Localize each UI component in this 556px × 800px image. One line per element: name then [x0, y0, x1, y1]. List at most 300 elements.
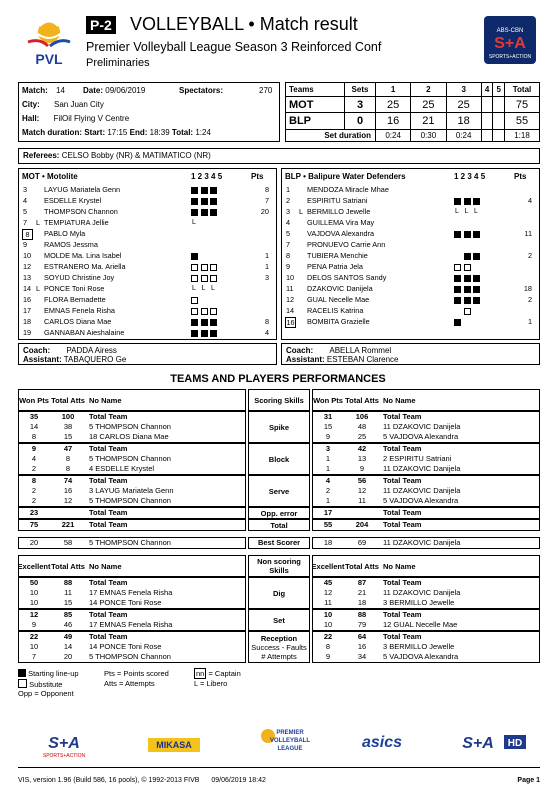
team-a-roster: MOT • Motolite 1 2 3 4 5 Pts 3 LAYUG Mariatela Genn 8 4 ESDELLE Krystel 7 5 THOMPSON Channon 20 7 L TEMPIATURA Jellie L 8 PABLO Myla 9 RAMOS Jessma 10 MOLDE Ma. Lina Isabel 1 12 ESTRANERO Ma. Ariella 1 13 SOYUD Christine Joy 3 14 L PONCE Toni Rose L L L 16 FLORA Bernadette 17 EMNAS Fenela Risha 18 CARLOS Diana Mae 8 19 GANNABAN Aieshalaine 4 [18, 168, 277, 340]
player-row [282, 185, 539, 196]
perf-cell: 42 [357, 444, 367, 453]
perf-cell: 11 [324, 598, 332, 607]
substitute-icon [191, 275, 198, 282]
perf-cell: 15 [63, 598, 73, 607]
perf-cell: 45 [323, 578, 333, 587]
player-row [282, 240, 539, 251]
player-name: RACELIS Katrina [307, 306, 364, 315]
perf-cell: 64 [357, 632, 367, 641]
player-points: 20 [260, 207, 269, 216]
spectators-count: 270 [259, 86, 273, 95]
player-number: 18 [23, 317, 32, 326]
libero-mark: L [299, 207, 304, 216]
perf-cell: 11 DZAKOVIC Danijela [383, 464, 461, 473]
libero-mark: L [36, 284, 41, 293]
starting-lineup-icon [191, 209, 198, 216]
column-header: Total Atts [51, 395, 85, 405]
perf-cell: Total Team [89, 632, 128, 641]
sponsor-sports-action-logo [34, 726, 94, 760]
player-number: 5 [23, 207, 28, 216]
perf-cell: 16 [63, 486, 73, 495]
starting-lineup-icon [210, 319, 217, 326]
perf-cell: 14 PONCE Toni Rose [89, 598, 162, 607]
perf-cell: Total Team [383, 508, 422, 517]
player-name: ESDELLE Krystel [44, 196, 102, 205]
player-number: 5 [286, 229, 291, 238]
player-row [19, 295, 276, 306]
column-header: No Name [89, 395, 122, 405]
skill-label [248, 507, 310, 519]
starting-lineup-icon [473, 286, 480, 293]
player-row [19, 262, 276, 273]
perf-cell: 17 [323, 508, 333, 517]
sponsor-bar [0, 700, 556, 770]
starting-lineup-icon [454, 231, 461, 238]
perf-cell: Total Team [89, 578, 128, 587]
starting-lineup-icon [191, 198, 198, 205]
starting-lineup-icon [201, 330, 208, 337]
player-points: 1 [527, 317, 532, 326]
perf-cell: 9 [325, 652, 331, 661]
player-number: 8 [286, 251, 291, 260]
player-points: 8 [264, 185, 269, 194]
svg-text:PREMIER: PREMIER [276, 730, 304, 736]
perf-cell: 8 [31, 432, 37, 441]
column-header: Excellent [17, 561, 51, 571]
player-name: RAMOS Jessma [44, 240, 98, 249]
player-name: PONCE Toni Rose [44, 284, 105, 293]
performances-section [18, 389, 540, 667]
player-row [19, 306, 276, 317]
pvl-logo-text: PVL [35, 51, 63, 67]
skill-name: Serve [268, 486, 290, 496]
player-row [19, 251, 276, 262]
starting-lineup-icon [210, 330, 217, 337]
substitute-icon [18, 679, 27, 688]
column-header: Total Atts [51, 561, 85, 571]
perf-cell: 1 [325, 454, 331, 463]
starting-lineup-icon [201, 319, 208, 326]
perf-cell: 47 [63, 444, 73, 453]
team-a-assistant: TABAQUERO Ge [63, 355, 127, 364]
perf-cell: 79 [357, 620, 367, 629]
player-number: 14 [286, 306, 295, 315]
perf-cell: 2 [31, 486, 37, 495]
player-points: 8 [264, 317, 269, 326]
player-name: PABLO Myla [44, 229, 86, 238]
perf-cell: 11 [358, 496, 366, 505]
starting-lineup-icon [210, 209, 217, 216]
perf-cell: Total Team [89, 444, 128, 453]
player-row [19, 185, 276, 196]
perf-cell: 13 [357, 454, 367, 463]
player-row [19, 284, 276, 295]
footer-version: VIS, version 1.96 (Build 586, 16 pools), © 1992-2013 FIVB [18, 777, 200, 784]
svg-text:VOLLEYBALL: VOLLEYBALL [270, 738, 310, 744]
player-number: 9 [23, 240, 28, 249]
player-row [19, 273, 276, 284]
player-points: 18 [523, 284, 532, 293]
perf-cell: 8 [65, 464, 71, 473]
perf-cell: 56 [357, 476, 367, 485]
perf-cell: 14 PONCE Toni Rose [89, 642, 162, 651]
perf-cell [50, 508, 86, 518]
svg-text:LEAGUE: LEAGUE [277, 746, 303, 752]
player-name: VAJDOVA Alexandra [307, 229, 375, 238]
player-number: 10 [286, 273, 295, 282]
score-row-mot: MOT 3 25 25 25 75 [286, 97, 540, 113]
player-number: 13 [23, 273, 32, 282]
substitute-icon [201, 308, 208, 315]
match-number: 14 [56, 86, 65, 95]
player-row [19, 218, 276, 229]
perf-cell: 74 [63, 476, 73, 485]
perf-cell: 18 [357, 598, 367, 607]
perf-cell: 2 [31, 496, 37, 505]
perf-cell: 3 [325, 444, 331, 453]
perf-cell: 8 [325, 642, 331, 651]
player-number: 16 [286, 318, 295, 327]
skill-label [248, 519, 310, 531]
skill-subtitle: Success - Faults [251, 642, 307, 652]
performances-title: TEAMS AND PLAYERS PERFORMANCES [170, 373, 386, 385]
perf-cell: 11 DZAKOVIC Danijela [383, 588, 461, 597]
perf-cell: 11 DZAKOVIC Danijela [383, 422, 461, 431]
perf-cell: 5 THOMPSON Channon [89, 538, 171, 547]
perf-cell: 2 [31, 464, 37, 473]
skill-label [248, 475, 310, 507]
perf-cell: 2 [325, 486, 331, 495]
player-row [282, 218, 539, 229]
starting-lineup-icon [454, 319, 461, 326]
perf-cell: Total Team [383, 476, 422, 485]
perf-cell: 8 [31, 476, 37, 485]
footer-page: Page 1 [517, 777, 540, 784]
player-number: 4 [286, 218, 291, 227]
column-header: Non scoring Skills [257, 557, 301, 575]
player-name: MENDOZA Miracle Mhae [307, 185, 389, 194]
svg-text:HD: HD [507, 738, 523, 749]
perf-cell: 10 [29, 642, 39, 651]
column-header: Won Pts [19, 395, 49, 405]
perf-cell: 14 [29, 422, 39, 431]
perf-cell: 9 [31, 620, 37, 629]
player-name: CARLOS Diana Mae [44, 317, 112, 326]
legend: Starting line-up Substitute Opp = Opponent Pts = Points scored Atts = Attempts nn = Captain L = Libero [18, 669, 241, 698]
svg-text:SPORTS+ACTION: SPORTS+ACTION [488, 54, 532, 60]
player-number: 14 [23, 284, 32, 293]
player-name: MOLDE Ma. Lina Isabel [44, 251, 122, 260]
perf-cell: 7 [31, 652, 37, 661]
player-name: THOMPSON Channon [44, 207, 118, 216]
perf-cell: 17 EMNAS Fenela Risha [89, 588, 173, 597]
sponsor-mikasa-logo: MIKASA [148, 738, 200, 752]
libero-set-mark: L [474, 208, 478, 215]
svg-text:S+A: S+A [494, 35, 526, 52]
libero-set-mark: L [192, 285, 196, 292]
player-row [282, 196, 539, 207]
player-number: 7 [286, 240, 291, 249]
starting-lineup-icon [473, 198, 480, 205]
perf-cell: Total Team [383, 578, 422, 587]
skill-label [248, 411, 310, 443]
match-info-panel: Match: 14 Date: 09/06/2019 Spectators: 270 City: San Juan City Hall: FilOil Flying V Centre Match duration: Start: 17:15 End: 18:39 Total: 1:24 [18, 82, 280, 142]
team-a-coaches: Coach: PADDA Airess Assistant: TABAQUERO Ge [18, 343, 277, 365]
perf-cell: 69 [357, 538, 367, 547]
player-points: 7 [264, 196, 269, 205]
starting-lineup-icon [464, 286, 471, 293]
player-number: 19 [23, 328, 32, 337]
svg-text:SPORTS+ACTION: SPORTS+ACTION [42, 753, 86, 759]
player-number: 4 [23, 196, 28, 205]
starting-lineup-icon [473, 231, 480, 238]
starting-lineup-icon [464, 231, 471, 238]
substitute-icon [201, 275, 208, 282]
starting-lineup-icon [473, 297, 480, 304]
player-number: 17 [23, 306, 32, 315]
player-name: LAYUG Mariatela Genn [44, 185, 121, 194]
column-header: Scoring Skills [254, 395, 304, 405]
footer-date: 09/06/2019 18:42 [211, 777, 266, 784]
player-name: EMNAS Fenela Risha [44, 306, 115, 315]
skill-label [248, 609, 310, 631]
player-name: ESTRANERO Ma. Ariella [44, 262, 126, 271]
match-date: 09/06/2019 [105, 86, 146, 95]
player-name: DELOS SANTOS Sandy [307, 273, 387, 282]
divider [18, 767, 540, 768]
perf-cell: 3 BERMILLO Jewelle [383, 598, 455, 607]
starting-lineup-icon [201, 187, 208, 194]
substitute-icon [210, 264, 217, 271]
referees-names: CELSO Bobby (NR) & MATIMATICO (NR) [61, 151, 211, 160]
substitute-icon [464, 264, 471, 271]
best-scorer-label: Best Scorer [257, 538, 301, 547]
starting-lineup-icon [210, 198, 217, 205]
starting-lineup-icon [454, 286, 461, 293]
perf-cell: 4 [325, 476, 331, 485]
perf-cell: Total Team [89, 520, 128, 529]
starting-lineup-icon [473, 253, 480, 260]
perf-cell: Total Team [383, 632, 422, 641]
player-name: PRONUEVO Carrie Ann [307, 240, 386, 249]
player-name: SOYUD Christine Joy [44, 273, 115, 282]
starting-lineup-icon [201, 209, 208, 216]
team-b-title: BLP • Balipure Water Defenders [285, 172, 406, 181]
player-number: 10 [23, 251, 32, 260]
perf-cell: Total Team [89, 610, 128, 619]
player-name: GUILLEMA Vira May [307, 218, 375, 227]
starting-lineup-icon [464, 275, 471, 282]
player-row [282, 295, 539, 306]
substitute-icon [464, 308, 471, 315]
perf-cell: 3 LAYUG Mariatela Genn [89, 486, 174, 495]
player-row [19, 317, 276, 328]
perf-cell: 11 [64, 588, 72, 597]
perf-cell: 9 [359, 464, 365, 473]
referees-row: Referees: CELSO Bobby (NR) & MATIMATICO (NR) [18, 148, 540, 164]
team-a-title: MOT • Motolite [22, 172, 78, 181]
player-number: 12 [286, 295, 295, 304]
perf-cell: 11 DZAKOVIC Danijela [383, 486, 461, 495]
starting-lineup-icon [191, 187, 198, 194]
player-name: DZAKOVIC Danijela [307, 284, 373, 293]
perf-cell: 5 VAJDOVA Alexandra [383, 652, 459, 661]
match-duration: Match duration: Start: 17:15 End: 18:39 Total: 1:24 [22, 128, 211, 137]
skill-subtitle: # Attempts [261, 651, 297, 661]
column-header: Total Atts [345, 395, 379, 405]
column-header: Excellent [311, 561, 345, 571]
perf-cell: 38 [63, 422, 73, 431]
perf-cell: 49 [63, 632, 73, 641]
player-number: 8 [22, 229, 33, 240]
player-points: 2 [527, 251, 532, 260]
player-points: 1 [264, 262, 269, 271]
libero-set-mark: L [455, 208, 459, 215]
libero-set-mark: L [211, 285, 215, 292]
player-number: 7 [23, 218, 28, 227]
perf-cell: 34 [357, 652, 367, 661]
perf-cell: 25 [357, 432, 367, 441]
team-b-roster: BLP • Balipure Water Defenders 1 2 3 4 5 Pts 1 MENDOZA Miracle Mhae 2 ESPIRITU Satriani 4 3 L BERMILLO Jewelle L L L 4 GUILLEMA Vira May 5 VAJDOVA Alexandra 11 7 PRONUEVO Carrie Ann 8 TUBIERA Menchie 2 9 PENA Patria Jela 10 DELOS SANTOS Sandy 11 DZAKOVIC Danijela 18 12 GUAL Necelle Mae 2 14 RACELIS Katrina 16 BOMBITA Grazielle 1 [281, 168, 540, 340]
perf-cell: 88 [63, 578, 73, 587]
libero-mark: L [36, 218, 41, 227]
perf-cell: Total Team [383, 412, 422, 421]
player-points: 11 [524, 229, 532, 238]
starting-lineup-icon [191, 330, 198, 337]
svg-text:S+A: S+A [48, 735, 80, 752]
perf-cell: 22 [29, 632, 39, 641]
player-name: GUAL Necelle Mae [307, 295, 370, 304]
substitute-icon [201, 264, 208, 271]
perf-cell: 14 [63, 642, 73, 651]
perf-cell: 4 ESDELLE Krystel [89, 464, 155, 473]
perf-cell: 23 [29, 508, 39, 517]
perf-cell: 5 VAJDOVA Alexandra [383, 432, 459, 441]
perf-cell: 8 [65, 454, 71, 463]
perf-cell: 5 THOMPSON Channon [89, 496, 171, 505]
perf-cell: 3 BERMILLO Jewelle [383, 642, 455, 651]
player-number: 9 [286, 262, 291, 271]
substitute-icon [210, 275, 217, 282]
column-header: Won Pts [313, 395, 343, 405]
team-a-coach: PADDA Airess [66, 346, 117, 355]
perf-cell: 100 [61, 412, 75, 421]
sponsor-sports-action-hd-logo [450, 726, 530, 760]
substitute-icon [210, 308, 217, 315]
perf-cell: 9 [325, 432, 331, 441]
starting-lineup-icon [464, 198, 471, 205]
perf-cell: 17 EMNAS Fenela Risha [89, 620, 173, 629]
player-name: BOMBITA Grazielle [307, 317, 370, 326]
perf-cell: 48 [357, 422, 367, 431]
footer [18, 777, 540, 784]
perf-cell: 5 THOMPSON Channon [89, 422, 171, 431]
starting-lineup-icon [454, 297, 461, 304]
perf-cell: 31 [323, 412, 333, 421]
starting-lineup-icon [464, 253, 471, 260]
perf-cell: Total Team [383, 520, 422, 529]
substitute-icon [191, 264, 198, 271]
player-row [19, 240, 276, 251]
player-number: 12 [23, 262, 32, 271]
libero-set-mark: L [464, 208, 469, 215]
skill-name: Set [273, 615, 285, 625]
perf-cell: 10 [29, 588, 39, 597]
skill-name: Total [270, 520, 288, 530]
starting-lineup-icon [210, 187, 217, 194]
player-number: 16 [23, 295, 32, 304]
perf-cell: 16 [357, 642, 367, 651]
perf-cell: 5 VAJDOVA Alexandra [383, 496, 459, 505]
column-header: No Name [383, 395, 416, 405]
perf-cell: 10 [29, 598, 39, 607]
column-header: No Name [383, 561, 416, 571]
perf-cell: 12 [29, 610, 39, 619]
perf-cell: 87 [357, 578, 367, 587]
column-header: Total Atts [345, 561, 379, 571]
player-number: 3 [286, 207, 291, 216]
perf-cell: Total Team [383, 444, 422, 453]
player-row [282, 273, 539, 284]
score-table: Teams Sets 1 2 3 4 5 Total MOT 3 25 25 25 75 BLP 0 16 21 18 55 Set duration 0:24 0:30 0:24 1:18 [285, 82, 540, 142]
perf-cell: 10 [323, 610, 333, 619]
perf-cell: 18 [323, 538, 333, 547]
perf-cell: 1 [325, 464, 331, 473]
starting-lineup-icon [191, 319, 198, 326]
player-name: TEMPIATURA Jellie [44, 218, 109, 227]
skill-label [248, 443, 310, 475]
perf-cell: 204 [355, 520, 369, 529]
perf-cell: 5 THOMPSON Channon [89, 454, 171, 463]
perf-cell: 85 [63, 610, 73, 619]
skill-name: Block [268, 454, 290, 464]
skill-name: Spike [268, 422, 289, 432]
perf-cell [344, 508, 380, 518]
starting-lineup-icon [18, 669, 26, 677]
perf-cell: 50 [29, 578, 39, 587]
starting-lineup-icon [454, 198, 461, 205]
team-b-coaches: Coach: ABELLA Rommel Assistant: ESTEBAN Clarence [281, 343, 540, 365]
report-code-badge: P-2 [86, 16, 116, 34]
perf-cell: 18 CARLOS Diana Mae [89, 432, 169, 441]
column-header: No Name [89, 561, 122, 571]
perf-cell: Total Team [89, 508, 128, 517]
perf-cell: 11 DZAKOVIC Danijela [383, 538, 461, 547]
perf-cell: 1 [325, 496, 331, 505]
starting-lineup-icon [191, 253, 198, 260]
player-row [19, 196, 276, 207]
perf-cell: 15 [323, 422, 333, 431]
player-row [282, 317, 539, 328]
perf-cell: 55 [323, 520, 333, 529]
perf-cell: 88 [357, 610, 367, 619]
player-row [282, 306, 539, 317]
player-row [282, 284, 539, 295]
skill-label [248, 631, 310, 663]
perf-cell: 12 [357, 486, 367, 495]
perf-cell: 58 [63, 538, 73, 547]
substitute-icon [191, 308, 198, 315]
pvl-logo [20, 12, 78, 70]
substitute-icon [454, 264, 461, 271]
perf-cell: 15 [63, 432, 73, 441]
set-duration-row: Set duration 0:24 0:30 0:24 1:18 [286, 129, 540, 142]
perf-cell: 106 [355, 412, 369, 421]
match-hall: FilOil Flying V Centre [53, 114, 130, 123]
player-row [19, 328, 276, 339]
player-row [282, 229, 539, 240]
perf-cell: 221 [61, 520, 75, 529]
